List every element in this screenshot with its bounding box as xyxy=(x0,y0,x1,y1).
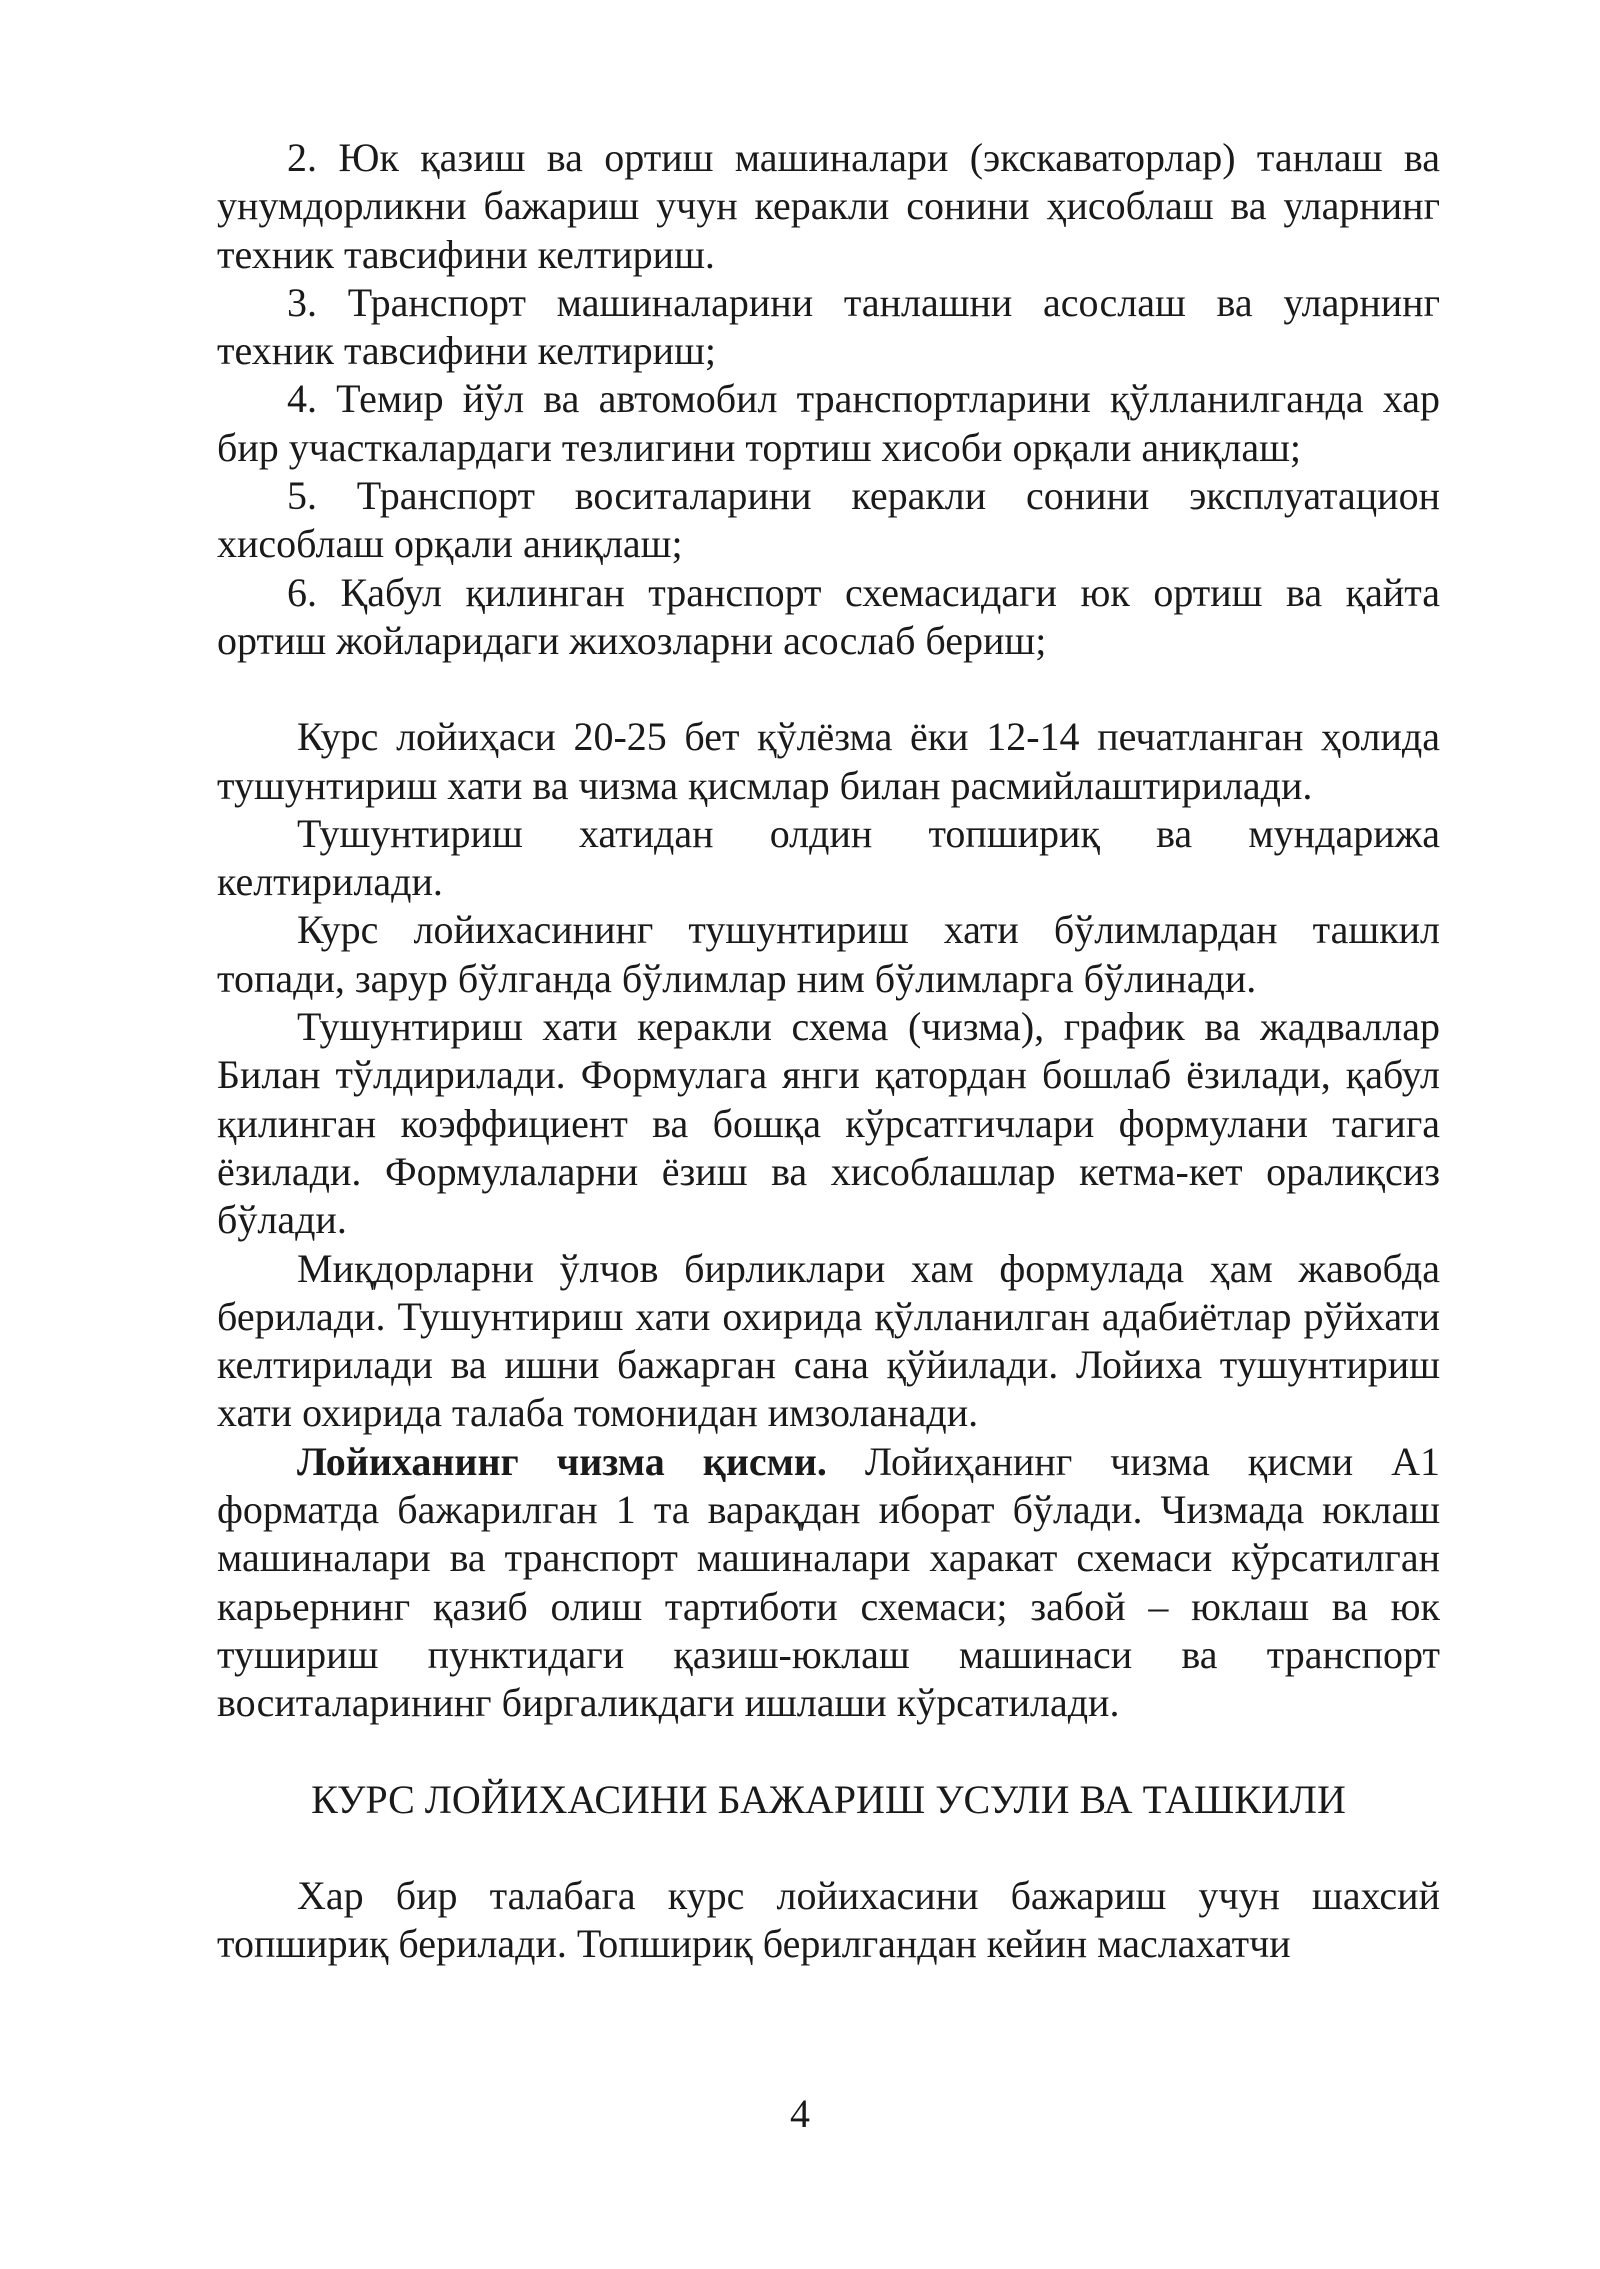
paragraph-assignment: Тушунтириш хатидан олдин топшириқ ва мундарижа келтирилади. xyxy=(217,810,1440,905)
paragraph-units: Миқдорларни ўлчов бирликлари хам формулада ҳам жавобда берилади. Тушунтириш хати охирида қўлланилган адабиётлар рўйхати келтирилади ва ишни бажарган сана қўйилади. Лойиха тушунтириш хати охирида талаба томонидан имзоланади. xyxy=(217,1245,1440,1436)
drawing-section-lead: Лойиханинг чизма қисми. xyxy=(297,1438,827,1484)
paragraph-volume: Курс лойиҳаси 20-25 бет қўлёзма ёки 12-14 печатланган ҳолида тушунтириш хати ва чизма қисмлар билан расмийлаштирилади. xyxy=(217,714,1440,808)
blank-line xyxy=(217,1728,1440,1776)
paragraph-individual-task: Хар бир талабага курс лойихасини бажариш учун шахсий топшириқ берилади. Топшириқ берилгандан кейин маслахатчи xyxy=(217,1872,1440,1967)
section-heading: КУРС ЛОЙИХАСИНИ БАЖАРИШ УСУЛИ ВА ТАШКИЛИ xyxy=(311,1776,1346,1822)
paragraph-drawing-section xyxy=(217,1438,1440,1728)
task-item-5: 5. Транспорт воситаларини керакли сонини эксплуатацион хисоблаш орқали аниқлаш; xyxy=(217,473,1440,567)
document-page xyxy=(217,134,1440,1968)
blank-line xyxy=(217,1824,1440,1872)
paragraph-sections: Курс лойихасининг тушунтириш хати бўлимлардан ташкил топади, зарур бўлганда бўлимлар ним бўлимларга бўлинади. xyxy=(217,907,1440,1001)
blank-line xyxy=(217,665,1440,713)
page-number: 4 xyxy=(790,2091,810,2136)
task-item-3: 3. Транспорт машиналарини танлашни асослаш ва уларнинг техник тавсифини келтириш; xyxy=(217,279,1440,374)
task-item-2: 2. Юк қазиш ва ортиш машиналари (экскаваторлар) танлаш ва унумдорликни бажариш учун керакли сонини ҳисоблаш ва уларнинг техник тавсифини келтириш. xyxy=(217,135,1440,277)
paragraph-formulas: Тушунтириш хати керакли схема (чизма), график ва жадваллар Билан тўлдирилади. Формулага янги қатордан бошлаб ёзилади, қабул қилинган коэффициент ва бошқа кўрсатгичлари формулани тагига ёзилади. Формулаларни ёзиш ва хисоблашлар кетма-кет оралиқсиз бўлади. xyxy=(217,1004,1440,1243)
drawing-section-text: Лойиҳанинг чизма қисми А1 форматда бажарилган 1 та варақдан иборат бўлади. Чизмада юклаш машиналари ва транспорт машиналари харакат схемаси кўрсатилган карьернинг қазиб олиш тартиботи схемаси; забой – юклаш ва юк тушириш пунктидаги қазиш-юклаш машинаси ва транспорт воситаларининг биргаликдаги ишлаши кўрсатилади. xyxy=(217,1438,1441,1726)
task-item-4: 4. Темир йўл ва автомобил транспортларини қўлланилганда хар бир участкалардаги тезлигини тортиш хисоби орқали аниқлаш; xyxy=(217,376,1440,470)
task-item-6: 6. Қабул қилинган транспорт схемасидаги юк ортиш ва қайта ортиш жойларидаги жихозларни асослаб бериш; xyxy=(217,569,1440,663)
